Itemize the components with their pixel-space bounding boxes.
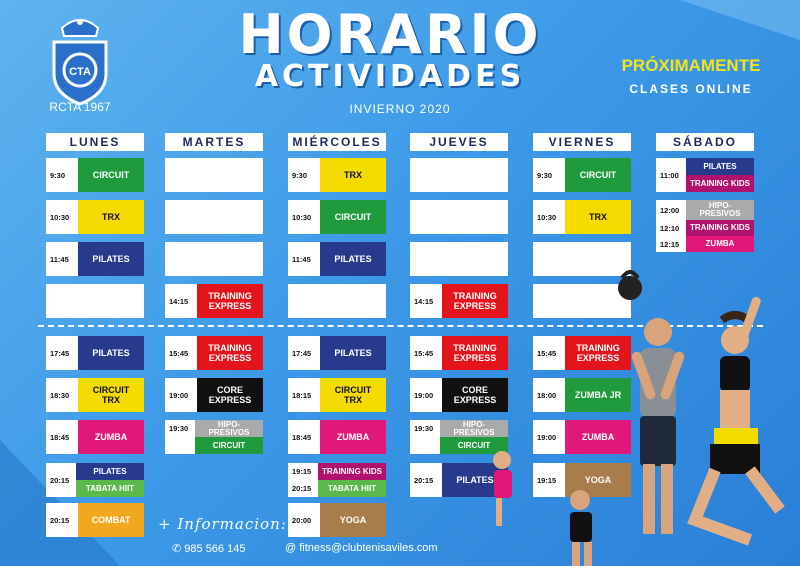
slot-time: 19:00	[537, 432, 557, 442]
activity-label: TABATA HIIT	[76, 480, 144, 497]
slot-time: 14:15	[169, 296, 189, 306]
schedule-slot[interactable]	[165, 200, 263, 234]
slot-time: 20:00	[292, 515, 312, 525]
activity-label: TRAINING EXPRESS	[442, 336, 508, 370]
schedule-slot[interactable]	[165, 158, 263, 192]
slot-time: 18:45	[50, 432, 70, 442]
slot-time: 18:15	[292, 390, 312, 400]
slot-time: 17:45	[292, 348, 312, 358]
activity-label: TRAINING EXPRESS	[197, 336, 263, 370]
activity-label: PILATES	[320, 336, 386, 370]
slot-time: 9:30	[50, 170, 66, 180]
slot-time: 11:45	[50, 254, 69, 264]
email-contact[interactable]	[285, 542, 438, 554]
slot-time: 9:30	[292, 170, 308, 180]
activity-label: HIPO- PRESIVOS	[440, 420, 508, 437]
activity-label: CIRCUIT	[78, 158, 144, 192]
schedule-slot[interactable]	[288, 158, 386, 192]
slot-time: 15:45	[414, 348, 434, 358]
info-heading: + Informacion:	[158, 515, 287, 533]
slot-time: 19:15	[537, 475, 557, 485]
activity-label: CIRCUIT	[195, 437, 263, 454]
schedule-slot[interactable]	[46, 503, 144, 537]
activity-label: PILATES	[442, 463, 508, 497]
logo-caption: RCTA 1967	[49, 100, 111, 114]
phone-icon: ✆	[172, 543, 182, 555]
activity-label: CIRCUIT	[440, 437, 508, 454]
email-icon: @	[285, 542, 297, 554]
phone-contact[interactable]	[172, 542, 245, 555]
schedule-slot[interactable]	[410, 200, 508, 234]
slot-time: 9:30	[537, 170, 553, 180]
slot-time: 12:15	[660, 239, 680, 249]
activity-label: TABATA HIIT	[318, 480, 386, 497]
schedule-slot[interactable]	[533, 158, 631, 192]
slot-time: 11:45	[292, 254, 311, 264]
schedule-slot[interactable]	[656, 200, 754, 252]
activity-label: CIRCUIT	[565, 158, 631, 192]
activity-label: TRAINING EXPRESS	[442, 284, 508, 318]
activity-label: TRAINING EXPRESS	[197, 284, 263, 318]
slot-time: 20:15	[50, 515, 70, 525]
email-address: fitness@clubtenisaviles.com	[299, 542, 438, 554]
activity-label: HIPO- PRESIVOS	[686, 200, 754, 220]
slot-time: 18:30	[50, 390, 70, 400]
schedule-slot[interactable]	[165, 242, 263, 276]
activity-label: CIRCUIT TRX	[320, 378, 386, 412]
slot-time: 15:45	[537, 348, 557, 358]
schedule-slot[interactable]	[165, 420, 263, 454]
slot-time: 20:15	[414, 475, 434, 485]
club-crest-logo	[48, 12, 112, 112]
day-header-0: LUNES	[46, 133, 144, 151]
activity-label: CIRCUIT TRX	[78, 378, 144, 412]
schedule-slot[interactable]	[165, 336, 263, 370]
slot-time: 19:00	[169, 390, 189, 400]
schedule-slot[interactable]	[288, 378, 386, 412]
activity-label: TRX	[78, 200, 144, 234]
schedule-slot[interactable]	[288, 503, 386, 537]
activity-label: TRAINING KIDS	[318, 463, 386, 480]
promo-headline: PRÓXIMAMENTE	[621, 56, 761, 75]
activity-label: TRAINING KIDS	[686, 175, 754, 192]
activity-label: PILATES	[76, 463, 144, 480]
slot-time: 19:30	[414, 424, 434, 433]
schedule-slot[interactable]	[288, 336, 386, 370]
schedule-slot[interactable]	[165, 284, 263, 318]
schedule-slot[interactable]	[46, 378, 144, 412]
schedule-slot[interactable]	[288, 284, 386, 318]
activity-label: ZUMBA	[78, 420, 144, 454]
schedule-slot[interactable]	[288, 420, 386, 454]
logo-monogram: CTA	[69, 66, 91, 78]
schedule-slot[interactable]	[46, 284, 144, 318]
athletes-illustration	[480, 260, 800, 566]
page-title: HORARIO	[238, 3, 542, 66]
page-subtitle: ACTIVIDADES	[254, 59, 526, 94]
slot-time: 15:45	[169, 348, 189, 358]
activity-label: COMBAT	[78, 503, 144, 537]
slot-time: 10:30	[50, 212, 70, 222]
schedule-slot[interactable]	[46, 242, 144, 276]
schedule-slot[interactable]	[533, 200, 631, 234]
slot-time: 19:15	[292, 467, 312, 476]
slot-time: 18:00	[537, 390, 557, 400]
activity-label: TRAINING KIDS	[686, 220, 754, 236]
slot-time: 10:30	[292, 212, 312, 222]
slot-time: 19:00	[414, 390, 434, 400]
slot-time: 20:15	[50, 475, 70, 485]
activity-label: ZUMBA	[686, 236, 754, 252]
day-header-5: SÁBADO	[656, 133, 754, 151]
schedule-slot[interactable]	[288, 463, 386, 497]
activity-label: HIPO- PRESIVOS	[195, 420, 263, 437]
activity-label: ZUMBA	[320, 420, 386, 454]
slot-time: 11:00	[660, 170, 679, 180]
slot-time: 20:15	[292, 484, 312, 493]
schedule-slot[interactable]	[410, 158, 508, 192]
day-header-3: JUEVES	[410, 133, 508, 151]
slot-time: 10:30	[537, 212, 557, 222]
schedule-slot[interactable]	[46, 420, 144, 454]
schedule-slot[interactable]	[46, 200, 144, 234]
activity-label: CORE EXPRESS	[197, 378, 263, 412]
activity-label: PILATES	[686, 158, 754, 175]
slot-time: 18:45	[292, 432, 312, 442]
day-header-4: VIERNES	[533, 133, 631, 151]
activity-label: ZUMBA JR	[565, 378, 631, 412]
activity-label: CIRCUIT	[320, 200, 386, 234]
slot-time: 12:00	[660, 205, 680, 215]
activity-label: YOGA	[320, 503, 386, 537]
schedule-slot[interactable]	[46, 463, 144, 497]
activity-label: CORE EXPRESS	[442, 378, 508, 412]
promo-subline: CLASES ONLINE	[629, 82, 753, 96]
day-header-1: MARTES	[165, 133, 263, 151]
schedule-slot[interactable]	[656, 158, 754, 192]
activity-label: ZUMBA	[565, 420, 631, 454]
schedule-slot[interactable]	[46, 336, 144, 370]
activity-label: TRX	[320, 158, 386, 192]
activity-label: YOGA	[565, 463, 631, 497]
activity-label: PILATES	[320, 242, 386, 276]
slot-time: 17:45	[50, 348, 70, 358]
slot-time: 12:10	[660, 223, 680, 233]
activity-label: PILATES	[78, 242, 144, 276]
activity-label: TRAINING EXPRESS	[565, 336, 631, 370]
slot-time: 14:15	[414, 296, 434, 306]
schedule-slot[interactable]	[288, 242, 386, 276]
season-label: INVIERNO 2020	[349, 102, 451, 116]
slot-time: 19:30	[169, 424, 189, 433]
day-header-2: MIÉRCOLES	[288, 133, 386, 151]
schedule-slot[interactable]	[46, 158, 144, 192]
schedule-slot[interactable]	[165, 378, 263, 412]
phone-number: 985 566 145	[184, 543, 246, 555]
schedule-slot[interactable]	[288, 200, 386, 234]
activity-label: TRX	[565, 200, 631, 234]
activity-label: PILATES	[78, 336, 144, 370]
